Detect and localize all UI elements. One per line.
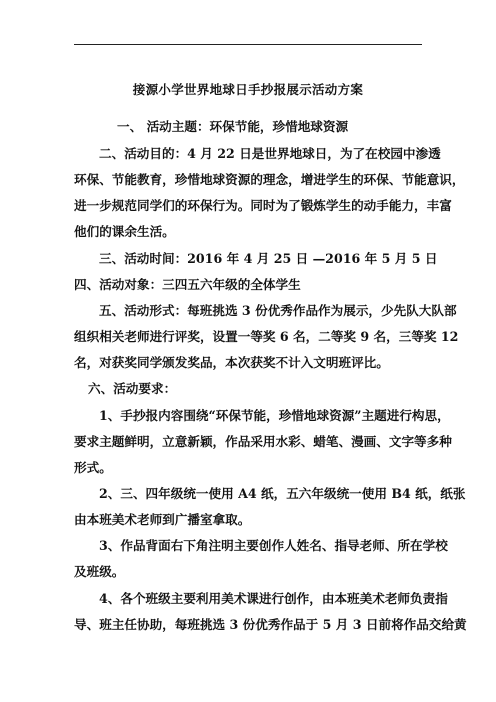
requirement-3-line-1: 3、作品背面右下角注明主要创作人姓名、指导老师、所在学校 bbox=[99, 538, 448, 553]
requirement-3-line-2: 及班级。 bbox=[74, 564, 125, 579]
requirement-4-line-1: 4、各个班级主要利用美术课进行创作，由本班美术老师负责指 bbox=[99, 591, 448, 606]
section-1-theme: 一、 活动主题：环保节能，珍惜地球资源 bbox=[117, 119, 349, 134]
section-5-format-line-3: 名，对获奖同学颁发奖品，本次获奖不计入文明班评比。 bbox=[74, 355, 389, 370]
requirement-1-line-2: 要求主题鲜明，立意新颖，作品采用水彩、蜡笔、漫画、文字等多种 bbox=[74, 434, 452, 449]
section-2-purpose-line-2: 环保、节能教育，珍惜地球资源的理念，增进学生的环保、节能意识， bbox=[74, 172, 465, 187]
section-5-format-line-2: 组织相关老师进行评奖，设置一等奖 6 名，二等奖 9 名，三等奖 12 bbox=[74, 329, 459, 344]
header-rule bbox=[74, 44, 422, 45]
section-4-audience: 四、活动对象：三四五六年级的全体学生 bbox=[74, 277, 301, 292]
section-5-format-line-1: 五、活动形式：每班挑选 3 份优秀作品作为展示，少先队大队部 bbox=[99, 303, 457, 318]
requirement-1-line-1: 1、手抄报内容围绕“环保节能，珍惜地球资源”主题进行构思， bbox=[99, 408, 450, 423]
requirement-2-line-1: 2、三、四年级统一使用 A4 纸，五六年级统一使用 B4 纸，纸张 bbox=[99, 486, 466, 501]
document-title: 接源小学世界地球日手抄报展示活动方案 bbox=[132, 82, 364, 97]
section-2-purpose-line-4: 他们的课余生活。 bbox=[74, 224, 175, 239]
section-2-purpose-line-1: 二、活动目的：4 月 22 日是世界地球日，为了在校园中渗透 bbox=[99, 146, 441, 161]
section-2-purpose-line-3: 进一步规范同学们的环保行为。同时为了锻炼学生的动手能力，丰富 bbox=[74, 198, 452, 213]
requirement-4-line-2: 导、班主任协助，每班挑选 3 份优秀作品于 5 月 3 日前将作品交给黄 bbox=[74, 617, 467, 632]
section-6-heading: 六、活动要求： bbox=[88, 381, 177, 396]
section-3-time: 三、活动时间：2016 年 4 月 25 日 —2016 年 5 月 5 日 bbox=[99, 251, 438, 266]
requirement-2-line-2: 由本班美术老师到广播室拿取。 bbox=[74, 512, 251, 527]
requirement-1-line-3: 形式。 bbox=[74, 460, 112, 475]
